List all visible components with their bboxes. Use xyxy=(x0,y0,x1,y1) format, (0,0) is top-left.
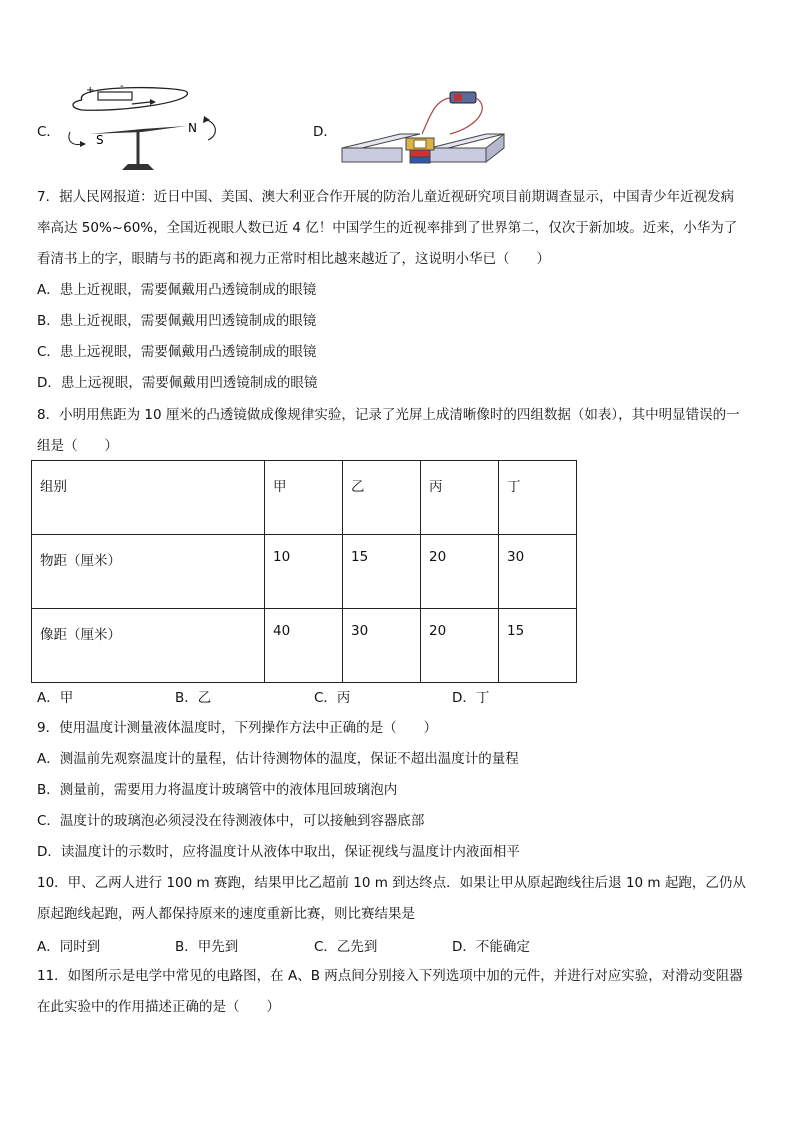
table-cell: 像距（厘米） xyxy=(32,609,265,683)
q9-option-a: A．测温前先观察温度计的量程，估计待测物体的温度，保证不超出温度计的量程 xyxy=(37,751,519,767)
table-header-cell: 丁 xyxy=(499,461,577,535)
magnet-rails-figure xyxy=(340,86,510,168)
table-cell: 15 xyxy=(499,609,577,683)
table-header-cell: 丙 xyxy=(421,461,499,535)
q8-option-c: C．丙 xyxy=(314,690,351,706)
q8-stem-line1: 8．小明用焦距为 10 厘米的凸透镜做成像规律实验，记录了光屏上成清晰像时的四组数据（如表），其中明显错误的一 xyxy=(37,407,740,423)
q7-option-a: A．患上近视眼，需要佩戴用凸透镜制成的眼镜 xyxy=(37,282,317,298)
q11-stem-line2: 在此实验中的作用描述正确的是（ ） xyxy=(37,999,280,1015)
q9-option-c: C．温度计的玻璃泡必须浸没在待测液体中，可以接触到容器底部 xyxy=(37,813,425,829)
q8-option-d: D．丁 xyxy=(452,690,490,706)
table-cell: 20 xyxy=(421,609,499,683)
table-header-cell: 甲 xyxy=(265,461,343,535)
table-cell: 30 xyxy=(343,609,421,683)
svg-text:+: + xyxy=(86,85,95,96)
q10-option-a: A．同时到 xyxy=(37,939,101,955)
q7-stem-line3: 看清书上的字，眼睛与书的距离和视力正常时相比越来越近了，这说明小华已（ ） xyxy=(37,251,550,267)
q10-option-b: B．甲先到 xyxy=(175,939,239,955)
q9-stem: 9．使用温度计测量液体温度时，下列操作方法中正确的是（ ） xyxy=(37,720,438,736)
q10-stem-line2: 原起跑线起跑，两人都保持原来的速度重新比赛，则比赛结果是 xyxy=(37,906,415,922)
q7-option-c: C．患上远视眼，需要佩戴用凸透镜制成的眼镜 xyxy=(37,344,317,360)
q8-stem-line2: 组是（ ） xyxy=(37,438,118,454)
table-cell: 40 xyxy=(265,609,343,683)
q10-stem-line1: 10．甲、乙两人进行 100 m 赛跑，结果甲比乙超前 10 m 到达终点．如果让甲从原起跑线往后退 10 m 起跑，乙仍从 xyxy=(37,875,746,891)
q8-option-b: B．乙 xyxy=(175,690,212,706)
q11-stem-line1: 11．如图所示是电学中常见的电路图，在 A、B 两点间分别接入下列选项中加的元件，并进行对应实验，对滑动变阻器 xyxy=(37,968,743,984)
option-c-label: C． xyxy=(37,124,60,140)
svg-text:N: N xyxy=(188,121,197,135)
q7-stem-line2: 率高达 50%~60%，全国近视眼人数已近 4 亿！中国学生的近视率排到了世界第二，仅次于新加坡。近来，小华为了 xyxy=(37,220,738,236)
table-row xyxy=(32,535,577,609)
table-row xyxy=(32,461,577,535)
table-cell: 20 xyxy=(421,535,499,609)
table-header-cell: 乙 xyxy=(343,461,421,535)
q8-data-table xyxy=(31,460,577,683)
svg-text:S: S xyxy=(96,133,104,147)
option-d-label: D． xyxy=(313,124,337,140)
table-cell: 物距（厘米） xyxy=(32,535,265,609)
q10-option-d: D．不能确定 xyxy=(452,939,530,955)
q7-stem-line1: 7．据人民网报道：近日中国、美国、澳大利亚合作开展的防治儿童近视研究项目前期调查显示，中国青少年近视发病 xyxy=(37,189,735,205)
table-header-cell: 组别 xyxy=(32,461,265,535)
q7-option-b: B．患上近视眼，需要佩戴用凹透镜制成的眼镜 xyxy=(37,313,317,329)
compass-circuit-figure xyxy=(62,82,232,172)
table-cell: 30 xyxy=(499,535,577,609)
table-row xyxy=(32,609,577,683)
q10-option-c: C．乙先到 xyxy=(314,939,378,955)
table-cell: 15 xyxy=(343,535,421,609)
table-cell: 10 xyxy=(265,535,343,609)
q7-option-d: D．患上远视眼，需要佩戴用凹透镜制成的眼镜 xyxy=(37,375,318,391)
q8-option-a: A．甲 xyxy=(37,690,74,706)
q9-option-b: B．测量前，需要用力将温度计玻璃管中的液体甩回玻璃泡内 xyxy=(37,782,398,798)
q9-option-d: D．读温度计的示数时，应将温度计从液体中取出，保证视线与温度计内液面相平 xyxy=(37,844,520,860)
svg-text:-: - xyxy=(120,82,124,92)
